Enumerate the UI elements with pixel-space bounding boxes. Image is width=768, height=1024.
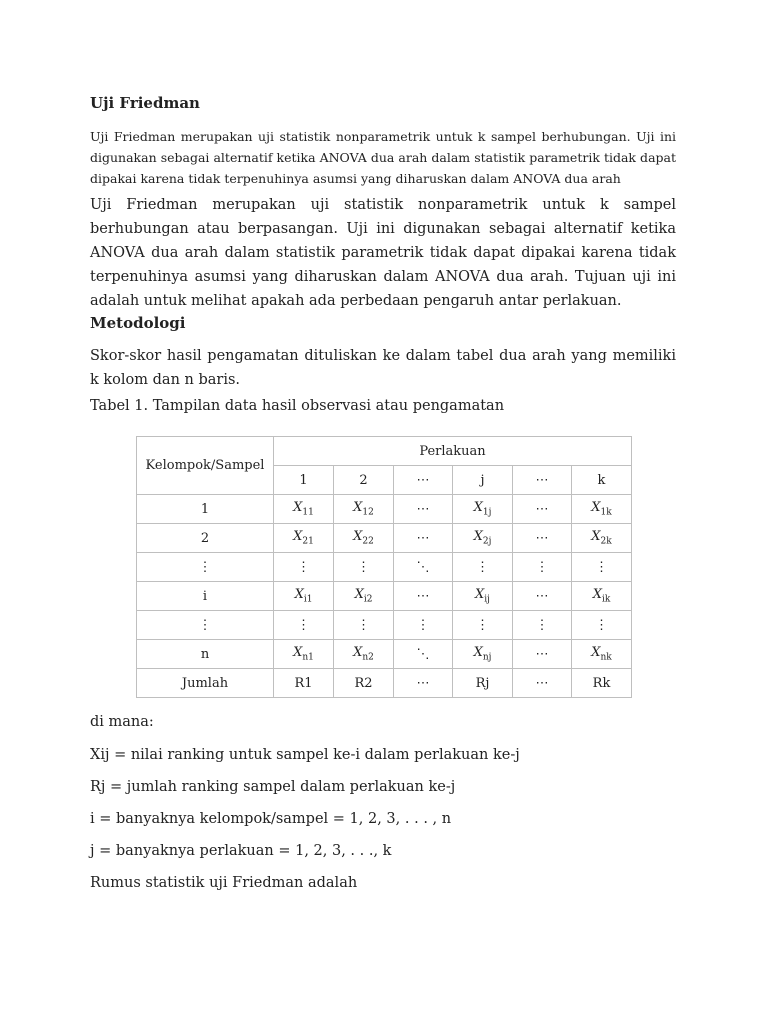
table-cell: $X_{12}$ bbox=[334, 495, 394, 524]
total-cell: Rj bbox=[453, 669, 513, 698]
row-label: n bbox=[137, 640, 274, 669]
table-cell: ⋮ bbox=[513, 611, 572, 640]
table-cell: $X_{22}$ bbox=[334, 524, 394, 553]
table-cell: $X_{n2}$ bbox=[334, 640, 394, 669]
total-cell: ⋯ bbox=[394, 669, 453, 698]
table-cell: ⋮ bbox=[513, 553, 572, 582]
definition-item: i = banyaknya kelompok/sampel = 1, 2, 3, . . . , n bbox=[90, 811, 452, 827]
table-cell: ⋮ bbox=[394, 611, 453, 640]
table-cell: ⋯ bbox=[513, 495, 572, 524]
table-cell: $X_{1j}$ bbox=[453, 495, 513, 524]
table-cell: $X_{ij}$ bbox=[453, 582, 513, 611]
definitions-intro: di mana: bbox=[90, 714, 154, 730]
total-cell: R2 bbox=[334, 669, 394, 698]
table-row bbox=[137, 553, 632, 582]
row-label: ⋮ bbox=[137, 553, 274, 582]
table-cell: ⋱ bbox=[394, 640, 453, 669]
total-cell: R1 bbox=[274, 669, 334, 698]
table-cell: ⋯ bbox=[394, 582, 453, 611]
table-row bbox=[137, 582, 632, 611]
column-label: k bbox=[572, 466, 632, 495]
table-cell: ⋮ bbox=[334, 553, 394, 582]
table-cell: $X_{21}$ bbox=[274, 524, 334, 553]
column-label: j bbox=[453, 466, 513, 495]
table-caption: Tabel 1. Tampilan data hasil observasi atau pengamatan bbox=[90, 398, 505, 414]
table-cell: $X_{2j}$ bbox=[453, 524, 513, 553]
table-cell: ⋮ bbox=[274, 553, 334, 582]
definition-item: Xij = nilai ranking untuk sampel ke-i dalam perlakuan ke-j bbox=[90, 747, 520, 763]
table-row bbox=[137, 611, 632, 640]
data-table bbox=[136, 436, 632, 698]
definition-item: Rumus statistik uji Friedman adalah bbox=[90, 875, 358, 891]
column-label: 2 bbox=[334, 466, 394, 495]
table-cell: $X_{nj}$ bbox=[453, 640, 513, 669]
table-cell: $X_{nk}$ bbox=[572, 640, 632, 669]
page-title: Uji Friedman bbox=[90, 94, 200, 112]
row-label: 2 bbox=[137, 524, 274, 553]
table-row bbox=[137, 524, 632, 553]
table-cell: ⋯ bbox=[394, 524, 453, 553]
table-cell: $X_{i2}$ bbox=[334, 582, 394, 611]
table-cell: ⋮ bbox=[572, 553, 632, 582]
row-label: 1 bbox=[137, 495, 274, 524]
totals-label: Jumlah bbox=[137, 669, 274, 698]
table-cell: $X_{2k}$ bbox=[572, 524, 632, 553]
table-row bbox=[137, 495, 632, 524]
column-group-header: Perlakuan bbox=[274, 437, 632, 466]
column-label: ⋯ bbox=[513, 466, 572, 495]
table-cell: ⋮ bbox=[334, 611, 394, 640]
table-cell: $X_{i1}$ bbox=[274, 582, 334, 611]
column-label: ⋯ bbox=[394, 466, 453, 495]
table-cell: ⋮ bbox=[274, 611, 334, 640]
intro-paragraph: Uji Friedman merupakan uji statistik nonparametrik untuk k sampel berhubungan atau berpasangan. Uji ini digunakan sebagai alternatif ketika ANOVA dua arah dalam statistik parametrik tidak dapat dipakai karena tidak terpenuhinya asumsi yang diharuskan dalam ANOVA dua arah. Tujuan uji ini adalah untuk melihat apakah ada perbedaan pengaruh antar perlakuan. bbox=[90, 197, 676, 309]
total-cell: ⋯ bbox=[513, 669, 572, 698]
table-cell: ⋯ bbox=[513, 640, 572, 669]
table-cell: ⋮ bbox=[453, 611, 513, 640]
definition-item: j = banyaknya perlakuan = 1, 2, 3, . . ., k bbox=[90, 843, 392, 859]
totals-row bbox=[137, 669, 632, 698]
summary-paragraph: Uji Friedman merupakan uji statistik nonparametrik untuk k sampel berhubungan. Uji ini digunakan sebagai alternatif ketika ANOVA dua arah dalam statistik parametrik tidak dapat dipakai karena tidak terpenuhinya asumsi yang diharuskan dalam ANOVA dua arah bbox=[90, 129, 676, 186]
column-label: 1 bbox=[274, 466, 334, 495]
table-cell: ⋯ bbox=[513, 582, 572, 611]
table-cell: $X_{1k}$ bbox=[572, 495, 632, 524]
table-cell: $X_{11}$ bbox=[274, 495, 334, 524]
table-cell: ⋮ bbox=[572, 611, 632, 640]
table-cell: ⋱ bbox=[394, 553, 453, 582]
section-heading: Metodologi bbox=[90, 314, 186, 332]
total-cell: Rk bbox=[572, 669, 632, 698]
method-paragraph: Skor-skor hasil pengamatan dituliskan ke dalam tabel dua arah yang memiliki k kolom dan n baris. bbox=[90, 348, 676, 388]
table-cell: $X_{ik}$ bbox=[572, 582, 632, 611]
table-cell: ⋯ bbox=[513, 524, 572, 553]
row-label: i bbox=[137, 582, 274, 611]
table-cell: ⋯ bbox=[394, 495, 453, 524]
definition-item: Rj = jumlah ranking sampel dalam perlakuan ke-j bbox=[90, 779, 456, 795]
row-header: Kelompok/Sampel bbox=[137, 437, 274, 495]
table-cell: ⋮ bbox=[453, 553, 513, 582]
table-row bbox=[137, 640, 632, 669]
table-cell: $X_{n1}$ bbox=[274, 640, 334, 669]
row-label: ⋮ bbox=[137, 611, 274, 640]
